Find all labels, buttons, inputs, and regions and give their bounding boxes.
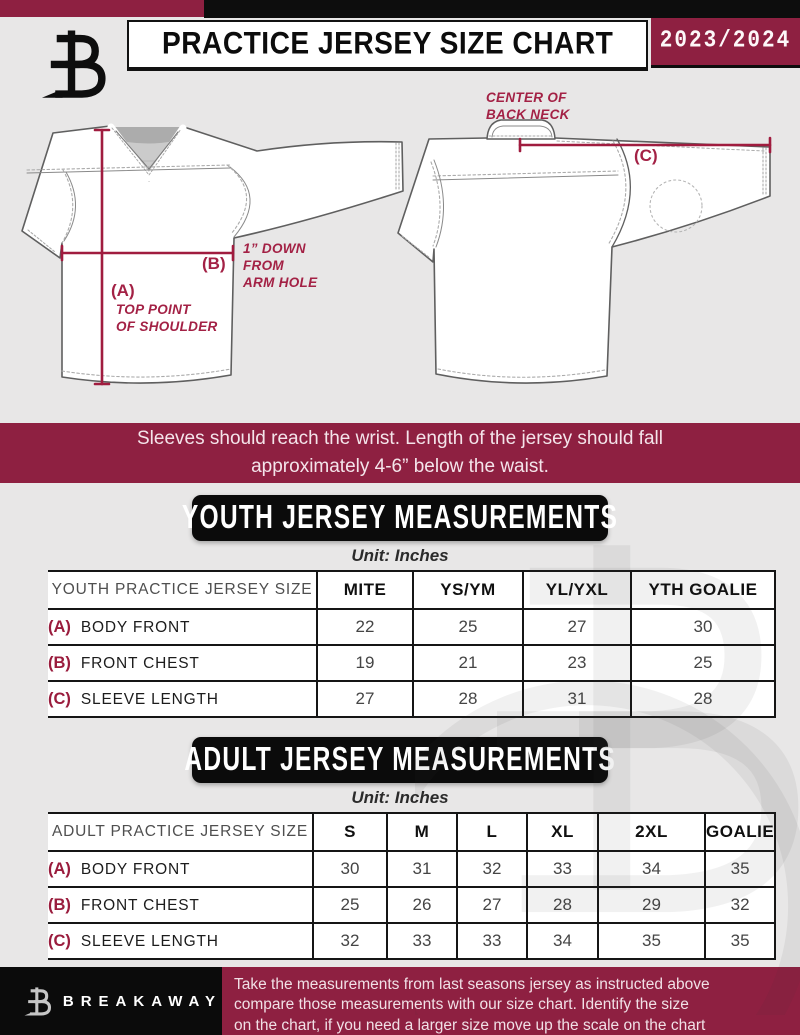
- size-header-2xl: 2XL: [598, 813, 705, 851]
- breakaway-footer-logo-icon: [22, 979, 53, 1023]
- top-black-strip: [204, 0, 800, 18]
- footer: [0, 967, 800, 1035]
- adult-section-title-text: ADULT JERSEY MEASUREMENTS: [184, 741, 616, 778]
- table-cell-value: 30: [313, 851, 387, 887]
- youth-section-title: [181, 495, 619, 541]
- footer-instruction-line3: on the chart, if you need a larger size move up the scale on the chart: [234, 1016, 706, 1034]
- table-cell-value: 32: [705, 887, 775, 923]
- measure-c-key: (C): [634, 146, 658, 165]
- table-cell-value: 35: [705, 923, 775, 959]
- shoulder-note: [116, 302, 218, 336]
- table-row: [48, 609, 775, 645]
- measure-b-key: (B): [202, 254, 226, 273]
- footer-brand-panel: [0, 967, 222, 1035]
- size-header-yth-goalie: YTH GOALIE: [631, 571, 775, 609]
- table-cell-value: 26: [387, 887, 457, 923]
- row-key: (C): [48, 689, 71, 708]
- row-label-cell: [48, 645, 317, 681]
- table-cell-value: 32: [457, 851, 527, 887]
- footer-instructions: [222, 967, 800, 1035]
- size-header-xl: XL: [527, 813, 598, 851]
- table-cell-value: 27: [317, 681, 413, 717]
- table-header-row: [48, 813, 775, 851]
- arm-hole-note-line1: 1” DOWN: [243, 241, 306, 256]
- table-cell-value: 33: [387, 923, 457, 959]
- table-cell-value: 35: [598, 923, 705, 959]
- top-maroon-strip: [0, 0, 204, 17]
- row-key: (A): [48, 617, 71, 636]
- table-cell-value: 25: [631, 645, 775, 681]
- row-label-cell: [48, 851, 313, 887]
- row-label: SLEEVE LENGTH: [80, 690, 219, 708]
- row-label: BODY FRONT: [80, 618, 191, 636]
- row-label: BODY FRONT: [80, 860, 191, 878]
- size-header-l: L: [457, 813, 527, 851]
- jersey-diagram-section: [0, 70, 800, 423]
- arm-hole-note: [243, 241, 317, 292]
- youth-section-title-text: YOUTH JERSEY MEASUREMENTS: [181, 499, 619, 536]
- size-column-header: ADULT PRACTICE JERSEY SIZE: [48, 813, 313, 851]
- adult-section-title: [184, 737, 616, 783]
- table-cell-value: 27: [523, 609, 631, 645]
- size-header-yl-yxl: YL/YXL: [523, 571, 631, 609]
- table-cell-value: 30: [631, 609, 775, 645]
- table-cell-value: 22: [317, 609, 413, 645]
- table-cell-value: 19: [317, 645, 413, 681]
- row-key: (A): [48, 859, 71, 878]
- row-label-cell: [48, 609, 317, 645]
- page-title-box: [127, 20, 648, 71]
- youth-size-table: [48, 570, 776, 718]
- adult-size-table: [48, 812, 776, 960]
- size-header-goalie: GOALIE: [705, 813, 775, 851]
- season-badge: [651, 18, 800, 68]
- row-label: FRONT CHEST: [80, 896, 200, 914]
- table-cell-value: 31: [523, 681, 631, 717]
- size-column-header: YOUTH PRACTICE JERSEY SIZE: [48, 571, 317, 609]
- table-cell-value: 35: [705, 851, 775, 887]
- size-header-ys-ym: YS/YM: [413, 571, 523, 609]
- back-neck-note: [486, 90, 570, 124]
- table-cell-value: 31: [387, 851, 457, 887]
- table-cell-value: 28: [413, 681, 523, 717]
- table-header-row: [48, 571, 775, 609]
- measure-a-key: (A): [111, 281, 135, 300]
- table-cell-value: 29: [598, 887, 705, 923]
- row-label-cell: [48, 681, 317, 717]
- table-cell-value: 32: [313, 923, 387, 959]
- back-neck-note-line2: BACK NECK: [486, 106, 570, 122]
- table-cell-value: 25: [413, 609, 523, 645]
- adult-unit-label: Unit: Inches: [351, 788, 449, 807]
- fit-instruction-line1: Sleeves should reach the wrist. Length of the jersey should fall: [137, 427, 663, 449]
- size-header-mite: MITE: [317, 571, 413, 609]
- row-label: SLEEVE LENGTH: [80, 932, 219, 950]
- table-cell-value: 25: [313, 887, 387, 923]
- table-cell-value: 23: [523, 645, 631, 681]
- table-cell-value: 21: [413, 645, 523, 681]
- back-neck-note-line1: CENTER OF: [486, 90, 567, 105]
- season-label: 2023/2024: [659, 28, 792, 55]
- shoulder-note-line2: OF SHOULDER: [116, 318, 218, 334]
- jersey-diagrams: [0, 70, 800, 423]
- row-label: FRONT CHEST: [80, 654, 200, 672]
- table-cell-value: 34: [598, 851, 705, 887]
- row-key: (B): [48, 653, 71, 672]
- row-label-cell: [48, 887, 313, 923]
- row-key: (C): [48, 931, 71, 950]
- footer-instruction-line1: Take the measurements from last seasons jersey as instructed above: [234, 976, 710, 993]
- size-header-s: S: [313, 813, 387, 851]
- footer-instruction-line2: compare those measurements with our size chart. Identify the size: [234, 996, 689, 1014]
- page-title: PRACTICE JERSEY SIZE CHART: [161, 26, 614, 62]
- table-row: [48, 645, 775, 681]
- table-cell-value: 33: [457, 923, 527, 959]
- row-label-cell: [48, 923, 313, 959]
- table-row: [48, 887, 775, 923]
- footer-brand-name: BREAKAWAY: [62, 992, 222, 1010]
- table-row: [48, 681, 775, 717]
- arm-hole-note-line3: ARM HOLE: [243, 274, 318, 290]
- table-cell-value: 28: [631, 681, 775, 717]
- table-row: [48, 923, 775, 959]
- size-header-m: M: [387, 813, 457, 851]
- fit-instruction-banner: [0, 423, 800, 483]
- fit-instruction-line2: approximately 4-6” below the waist.: [251, 456, 549, 477]
- table-cell-value: 27: [457, 887, 527, 923]
- shoulder-note-line1: TOP POINT: [116, 302, 191, 317]
- table-cell-value: 33: [527, 851, 598, 887]
- table-cell-value: 28: [527, 887, 598, 923]
- arm-hole-note-line2: FROM: [243, 257, 284, 273]
- table-cell-value: 34: [527, 923, 598, 959]
- row-key: (B): [48, 895, 71, 914]
- youth-unit-label: Unit: Inches: [351, 546, 449, 565]
- table-row: [48, 851, 775, 887]
